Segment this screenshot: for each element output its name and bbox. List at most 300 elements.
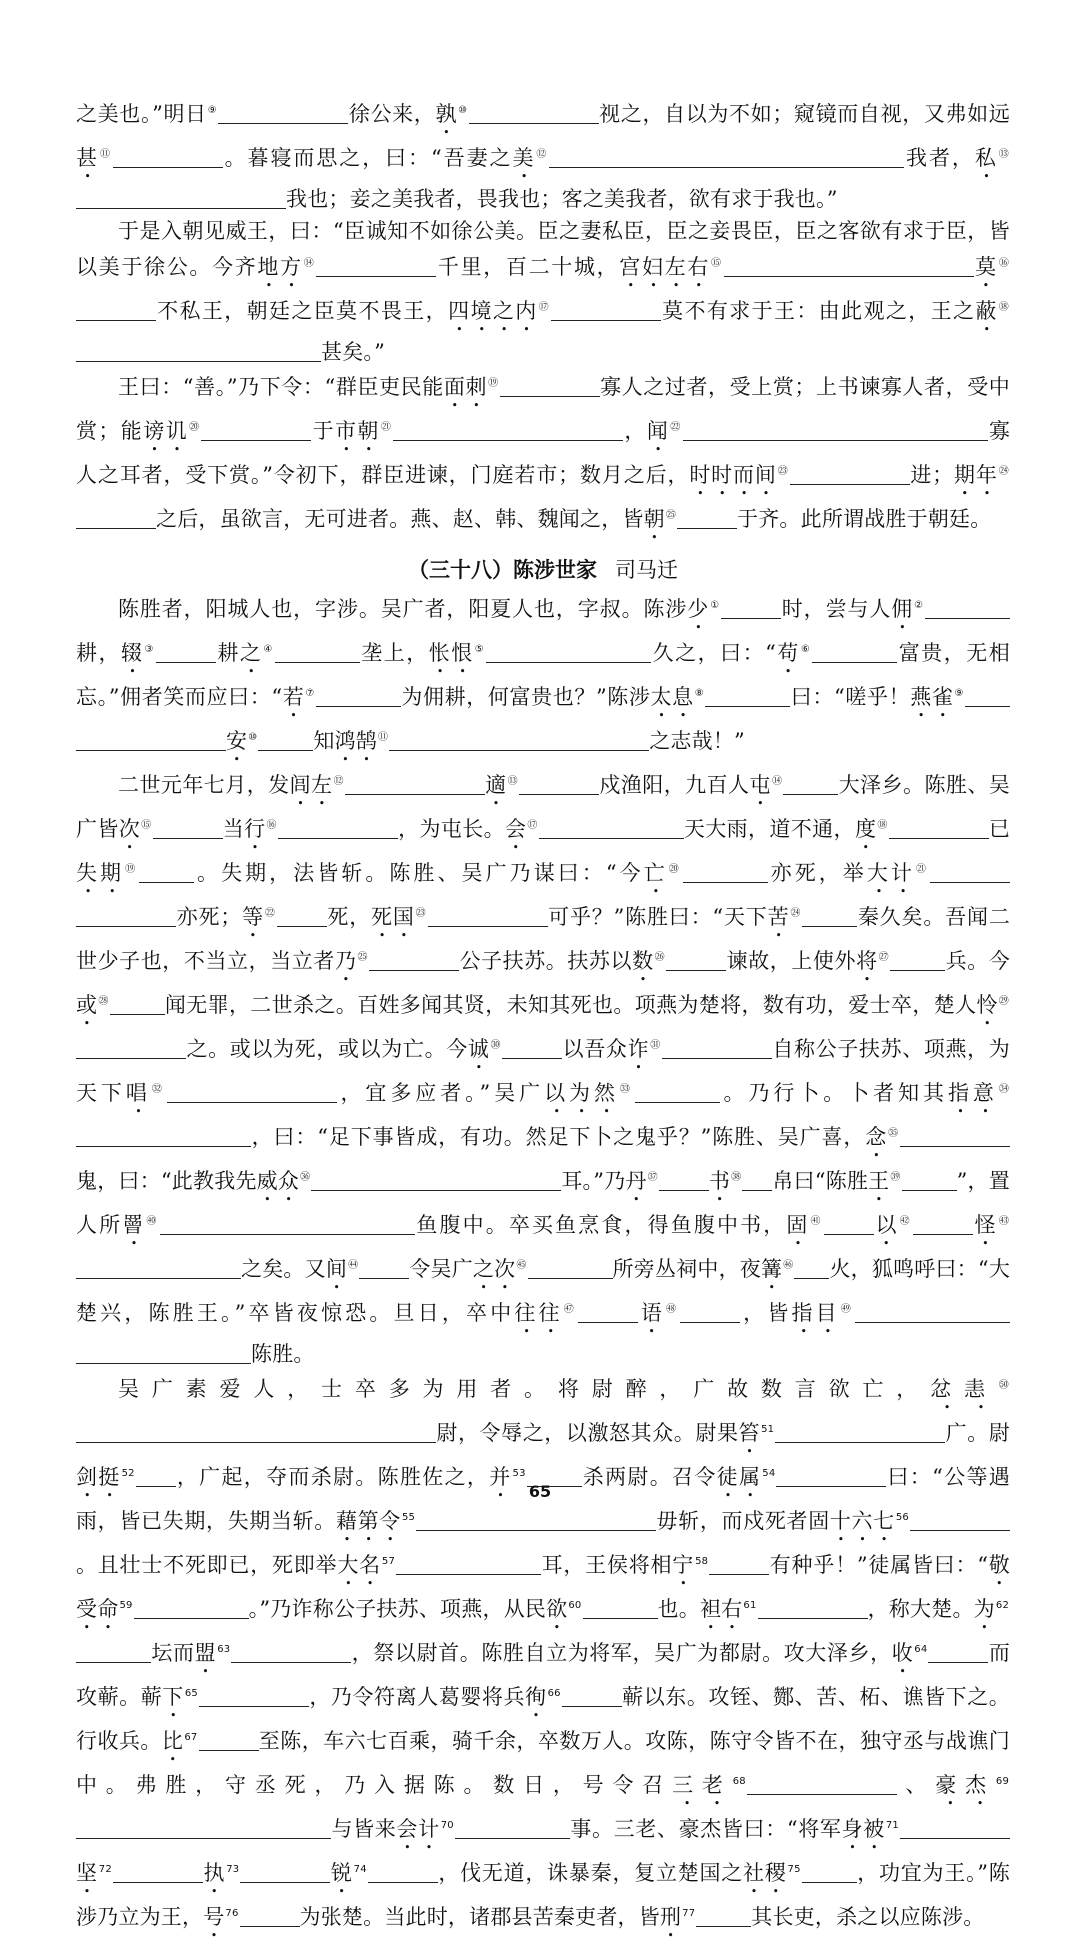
annotated-word: 若 (282, 684, 305, 709)
note-number: 74 (353, 1864, 367, 1876)
answer-blank[interactable] (900, 1818, 1010, 1839)
text-run: 陈胜者，阳城人也，字涉。吴广者，阳夏人也，字叔。陈涉 (118, 596, 688, 621)
note-number: ① (710, 599, 721, 611)
paragraph-6 (76, 1370, 1010, 1942)
annotated-word: 宫妇左右 (619, 254, 710, 279)
annotated-word: 甚 (76, 146, 99, 170)
text-run: 我也；妾之美我者，畏我也；客之美我者，欲有求于我也。” (286, 187, 838, 211)
note-number: ⑤ (474, 643, 486, 655)
annotated-word: 会计 (396, 1817, 440, 1842)
text-run: 当 (222, 816, 245, 841)
annotated-word: 社稷 (743, 1861, 787, 1886)
annotated-word: 燕雀 (910, 684, 954, 709)
answer-blank[interactable] (240, 1906, 300, 1927)
answer-blank[interactable] (76, 1642, 151, 1663)
note-number: ⑳ (189, 421, 201, 433)
text-run: 曰：“公等遇雨，皆已失期，失期当斩。 (76, 1465, 1010, 1534)
annotated-word: 收 (891, 1641, 914, 1666)
annotated-word: 语 (637, 1300, 666, 1325)
answer-blank[interactable] (139, 862, 194, 883)
answer-blank[interactable] (794, 1258, 829, 1279)
answer-blank[interactable] (240, 1862, 330, 1883)
text-run: 于是入朝见威王，曰：“臣诚知不如徐公美。臣之妻私臣，臣之妾畏臣，臣之客欲有求于臣，皆以美于徐公。今齐 (76, 219, 1010, 279)
text-run: 耳，王侯将相 (541, 1553, 673, 1578)
note-number: ㊵ (146, 1215, 159, 1227)
text-run: 陈胜。 (251, 1341, 315, 1366)
annotated-word: 之次 (472, 1256, 516, 1281)
answer-blank[interactable] (110, 994, 165, 1015)
note-number: ㊾ (840, 1303, 855, 1315)
annotated-word: 朝 (643, 506, 665, 531)
answer-blank[interactable] (783, 774, 838, 795)
answer-blank[interactable] (153, 818, 223, 839)
annotated-word: 敬受命 (76, 1553, 1010, 1622)
note-number: ⑫ (536, 149, 549, 160)
answer-blank[interactable] (747, 1774, 897, 1795)
text-run: ，皆 (740, 1300, 792, 1325)
answer-blank[interactable] (359, 1258, 409, 1279)
annotated-word: 诈 (627, 1036, 650, 1061)
note-number: ⑮ (141, 819, 152, 831)
answer-blank[interactable] (368, 1862, 438, 1883)
note-number: ㉕ (357, 951, 369, 963)
answer-blank[interactable] (802, 1862, 857, 1883)
note-number: 63 (217, 1644, 231, 1656)
answer-blank[interactable] (469, 103, 599, 124)
text-run: 进； (909, 462, 954, 487)
note-number: 77 (682, 1908, 696, 1920)
answer-blank[interactable] (913, 1214, 973, 1235)
note-number: 57 (381, 1556, 396, 1568)
answer-blank[interactable] (930, 862, 1010, 883)
note-number: ㉚ (490, 1039, 502, 1051)
annotated-word: 豪杰 (935, 1773, 995, 1798)
answer-blank[interactable] (562, 1686, 622, 1707)
answer-blank[interactable] (519, 774, 599, 795)
answer-blank[interactable] (742, 1170, 772, 1191)
note-number: 68 (732, 1776, 746, 1788)
answer-blank[interactable] (76, 508, 156, 529)
note-number: ㉖ (654, 951, 666, 963)
annotated-word: 王 (868, 1168, 890, 1193)
annotated-word: 诚 (467, 1036, 490, 1061)
answer-blank[interactable] (812, 642, 897, 663)
note-number: ⑯ (266, 819, 277, 831)
annotated-word: 少 (687, 596, 710, 621)
annotated-word: 藉第令 (335, 1509, 401, 1534)
text-run: 有种乎！”徒属皆曰：“ (769, 1553, 989, 1578)
note-number: ㉜ (151, 1083, 166, 1095)
answer-blank[interactable] (502, 1038, 562, 1059)
answer-blank[interactable] (824, 1214, 874, 1235)
text-run: 亦死，举 (767, 860, 867, 885)
text-run: 可乎？”陈胜曰：“天下 (547, 904, 768, 929)
note-number: ㊹ (348, 1259, 359, 1271)
text-run: 之矣。又 (241, 1256, 326, 1281)
annotated-word: 会 (504, 816, 527, 841)
annotated-word: 四境之内 (448, 298, 538, 323)
answer-blank[interactable] (345, 774, 485, 795)
note-number: ㉔ (998, 465, 1009, 477)
text-run: 垄上， (359, 640, 429, 665)
note-number: ㉘ (98, 995, 109, 1007)
text-run: 尉，令辱之，以激怒其众。尉果 (436, 1421, 739, 1446)
note-number: 75 (787, 1864, 801, 1876)
text-run: 吴广素爱人，士卒多为用者。将尉醉，广故数言欲亡， (118, 1377, 931, 1402)
answer-blank[interactable] (76, 1422, 436, 1443)
answer-blank[interactable] (551, 300, 661, 321)
answer-blank[interactable] (167, 1082, 337, 1103)
answer-blank[interactable] (910, 1510, 1010, 1531)
text-run: 。”乃诈称公子扶苏、项燕，从民 (248, 1597, 547, 1622)
text-run: 而攻蕲。蕲 (76, 1641, 1011, 1710)
text-run: 闻无罪，二世杀之。百姓多闻其贤，未知其死也。项燕为楚将，数有功，爱士卒，楚人 (164, 992, 977, 1017)
text-run: 、 (896, 1773, 936, 1798)
answer-blank[interactable] (539, 818, 684, 839)
answer-blank[interactable] (666, 950, 726, 971)
answer-blank[interactable] (790, 464, 910, 485)
answer-blank[interactable] (134, 1598, 249, 1619)
text-run: 蕲以东。攻铚、酂、苦、柘、谯皆下之。行收兵。 (76, 1685, 1010, 1754)
note-number: ㊺ (516, 1259, 527, 1271)
answer-blank[interactable] (758, 1598, 868, 1619)
annotated-word: 鸿鹄 (334, 728, 377, 753)
answer-blank[interactable] (218, 103, 348, 124)
note-number: ⑨ (954, 687, 965, 699)
text-run: 也。 (657, 1597, 700, 1622)
answer-blank[interactable] (890, 950, 945, 971)
answer-blank[interactable] (889, 818, 944, 839)
note-number: ⑲ (488, 377, 499, 389)
answer-blank[interactable] (199, 1686, 309, 1707)
text-run: 二世元年七月，发 (118, 772, 290, 797)
answer-blank[interactable] (680, 1302, 740, 1323)
annotated-word: 佣 (891, 596, 914, 621)
note-number: ⑦ (305, 687, 315, 699)
note-number: 53 (512, 1468, 526, 1480)
text-run: 公子扶苏。扶苏以 (459, 948, 633, 973)
note-number: ⑯ (998, 257, 1010, 269)
text-run: 于齐。此所谓战胜于朝廷。 (737, 506, 992, 531)
text-run: 事。三老、豪杰皆曰：“将军 (569, 1817, 842, 1842)
answer-blank[interactable] (76, 188, 136, 209)
text-run: 莫不有求于王：由此观之，王之 (660, 298, 976, 323)
text-run: 。失期，法皆斩。陈胜、吴广乃谋曰：“今 (194, 860, 644, 885)
annotated-word: 莫 (973, 254, 998, 279)
note-number: 61 (743, 1600, 757, 1612)
answer-blank[interactable] (965, 686, 1010, 707)
text-run: 时，尝与人 (781, 596, 892, 621)
answer-blank[interactable] (76, 1343, 251, 1364)
answer-blank[interactable] (802, 906, 857, 927)
answer-blank[interactable] (76, 1126, 251, 1147)
text-run: 火，狐鸣呼曰：“大楚兴，陈胜王。”卒皆夜惊恐。旦日，卒中 (76, 1256, 1011, 1325)
answer-blank[interactable] (944, 818, 989, 839)
annotated-word: 号 (203, 1905, 225, 1930)
annotated-word: 等 (241, 904, 264, 929)
answer-blank[interactable] (902, 1170, 957, 1191)
answer-blank[interactable] (201, 420, 311, 441)
text-run: ，宜多应者。”吴广 (336, 1080, 545, 1105)
answer-blank[interactable] (578, 1302, 638, 1323)
note-number: 76 (225, 1908, 239, 1920)
text-run: 与皆来 (331, 1817, 397, 1842)
text-run: 其长吏，杀之以应陈涉。 (751, 1905, 985, 1930)
note-number: 64 (914, 1644, 928, 1656)
annotated-word: 忿恚 (930, 1377, 998, 1402)
paragraph-3 (76, 368, 1010, 544)
note-number: 70 (440, 1820, 454, 1832)
annotated-word: 十六七 (829, 1509, 895, 1534)
answer-blank[interactable] (258, 730, 313, 751)
answer-blank[interactable] (136, 188, 286, 209)
answer-blank[interactable] (199, 1730, 259, 1751)
note-number: 62 (995, 1600, 1010, 1612)
annotated-word: 往往 (514, 1300, 563, 1325)
note-number: 55 (401, 1512, 416, 1524)
note-number: ㊶ (810, 1215, 823, 1227)
answer-blank[interactable] (635, 1082, 720, 1103)
annotated-word: 三老 (672, 1773, 732, 1798)
text-run: ，广起，夺而杀尉。陈胜佐之， (175, 1465, 490, 1490)
text-run: 毋斩，而戍死者固 (656, 1509, 830, 1534)
note-number: ㉒ (670, 421, 682, 433)
text-run: 于 (311, 418, 336, 443)
answer-blank[interactable] (113, 147, 223, 168)
section-author: 司马迁 (615, 557, 678, 582)
note-number: ㊿ (998, 1380, 1009, 1392)
note-number: ② (914, 599, 925, 611)
annotated-word: 市朝 (335, 418, 380, 443)
annotated-word: 唱 (125, 1080, 151, 1105)
note-number: ㊼ (563, 1303, 577, 1315)
annotated-word: 将 (856, 948, 878, 973)
note-number: ㊻ (783, 1259, 794, 1271)
annotated-word: 面刺 (443, 374, 488, 399)
paragraph-5 (76, 766, 1010, 1370)
note-number: 72 (98, 1864, 112, 1876)
note-number: ⑪ (377, 731, 389, 743)
annotated-word: 或 (76, 992, 98, 1017)
note-number: ⑭ (771, 775, 783, 787)
note-number: ㉕ (665, 509, 677, 521)
note-number: ㊳ (731, 1171, 742, 1183)
text-run: 王曰：“善。”乃下令：“群臣吏民能 (118, 374, 444, 399)
answer-blank[interactable] (369, 950, 459, 971)
answer-blank[interactable] (76, 1818, 331, 1839)
note-number: ⑰ (538, 301, 550, 313)
answer-blank[interactable] (486, 642, 651, 663)
annotated-word: 念 (865, 1124, 888, 1149)
text-run: 秦久矣。吾闻二世少子也，不当立，当立者 (76, 904, 1011, 973)
answer-blank[interactable] (316, 256, 436, 277)
annotated-word: 苦 (767, 904, 790, 929)
text-run: 。且壮士不死即已，死即举 (76, 1553, 338, 1578)
note-number: ㉑ (380, 421, 393, 433)
note-number: ⑱ (998, 301, 1009, 313)
note-number: ㊲ (647, 1171, 658, 1183)
annotated-word: 为 (973, 1597, 995, 1622)
note-number: ⑮ (711, 257, 723, 269)
answer-blank[interactable] (76, 341, 321, 362)
answer-blank[interactable] (76, 1038, 186, 1059)
answer-blank[interactable] (528, 1258, 613, 1279)
answer-blank[interactable] (683, 420, 988, 441)
note-number: 69 (995, 1776, 1010, 1788)
annotated-word: 適 (484, 772, 507, 797)
text-run: 死， (326, 904, 372, 929)
annotated-word: 怅恨 (428, 640, 474, 665)
answer-blank[interactable] (662, 1038, 772, 1059)
answer-blank[interactable] (76, 300, 156, 321)
answer-blank[interactable] (696, 1906, 751, 1927)
answer-blank[interactable] (925, 598, 1010, 619)
note-number: ㉔ (790, 907, 802, 919)
text-run: 寡人之耳者，受下赏。”令初下，群臣进谏，门庭若市；数月之后， (76, 418, 1011, 487)
answer-blank[interactable] (113, 1862, 203, 1883)
annotated-word: 谤讥 (143, 418, 188, 443)
annotated-word: 指目 (791, 1300, 840, 1325)
text-run: 亦死； (176, 904, 242, 929)
note-number: ㉟ (888, 1127, 899, 1139)
answer-blank[interactable] (928, 1642, 988, 1663)
answer-blank[interactable] (76, 730, 226, 751)
answer-blank[interactable] (677, 508, 737, 529)
text-run: 千里，百二十城， (436, 254, 620, 279)
text-run: 耕 (216, 640, 240, 665)
annotated-word: 苟 (776, 640, 800, 665)
note-number: ⑪ (99, 149, 112, 160)
answer-blank[interactable] (416, 1510, 506, 1531)
note-number: ㊽ (666, 1303, 680, 1315)
annotated-word: 大计 (866, 860, 915, 885)
annotated-word: 比 (161, 1729, 184, 1754)
answer-blank[interactable] (316, 686, 401, 707)
note-number: ⑱ (877, 819, 888, 831)
annotated-word: 指意 (947, 1080, 998, 1105)
note-number: 73 (226, 1864, 240, 1876)
text-run: ，曰：“足下事皆成，有功。然足下卜之鬼乎？”陈胜、吴广喜， (251, 1124, 866, 1149)
answer-blank[interactable] (775, 1422, 945, 1443)
text-run: 鬼，曰：“此教我先 (76, 1168, 257, 1193)
answer-blank[interactable] (855, 1302, 1010, 1323)
note-number: ㉞ (998, 1083, 1010, 1095)
answer-blank[interactable] (275, 642, 360, 663)
answer-blank[interactable] (659, 1170, 709, 1191)
text-run: 曰：“嗟乎！ (790, 684, 911, 709)
text-run: 至陈，车六七百乘，骑千余，卒数万人。攻陈，陈守令皆不在，独守丞与战谯门中。弗胜，守丞死，乃入据陈。数日，号令召 (76, 1729, 1010, 1798)
annotated-word: 闾左 (289, 772, 333, 797)
note-number: ⑳ (668, 863, 682, 875)
text-run: 不私王，朝廷之臣莫不畏王， (156, 298, 449, 323)
annotated-word: 坚 (76, 1861, 98, 1886)
annotated-word: 辍 (121, 640, 144, 665)
annotated-word: 丹 (625, 1168, 647, 1193)
note-number: ⑬ (507, 775, 519, 787)
text-run: 久之，曰：“ (651, 640, 777, 665)
answer-blank[interactable] (455, 1818, 570, 1839)
note-number: ③ (144, 643, 156, 655)
note-number: ⑫ (333, 775, 344, 787)
annotated-word: 并 (489, 1465, 512, 1490)
text-run: ，伐无道，诛暴秦，复立楚国之 (437, 1861, 744, 1886)
answer-blank[interactable] (156, 642, 216, 663)
answer-blank[interactable] (683, 862, 768, 883)
note-number: 59 (119, 1600, 133, 1612)
answer-blank[interactable] (160, 1214, 415, 1235)
answer-blank[interactable] (721, 598, 781, 619)
note-number: ㊸ (998, 1215, 1010, 1227)
text-run: 。暮寝而思之，曰：“吾妻之 (222, 146, 513, 170)
answer-blank[interactable] (278, 818, 398, 839)
text-run: 自称公子扶苏、项燕，为天下 (76, 1036, 1011, 1105)
text-run: 坛而 (151, 1641, 195, 1666)
text-run: 寡人之过者，受上赏；上书谏寡人者，受中赏；能 (76, 374, 1011, 443)
annotated-word: 以为然 (544, 1080, 619, 1105)
note-number: ⑩ (458, 105, 468, 116)
annotated-word: 间 (325, 1256, 348, 1281)
answer-blank[interactable] (583, 1598, 658, 1619)
text-run: 以吾众 (562, 1036, 628, 1061)
annotated-word: 行 (244, 816, 266, 841)
answer-blank[interactable] (393, 420, 623, 441)
answer-blank[interactable] (76, 906, 176, 927)
annotated-word: 剑挺 (76, 1465, 121, 1490)
text-run: 之志哉！” (649, 728, 745, 753)
annotated-word: 大名 (337, 1553, 381, 1578)
annotated-word: 怪 (972, 1212, 998, 1237)
answer-blank[interactable] (506, 1510, 656, 1531)
note-number: ㊷ (899, 1215, 912, 1227)
answer-blank[interactable] (76, 1258, 241, 1279)
answer-blank[interactable] (231, 1642, 351, 1663)
text-run: 视之，自以为不如；窥镜而自视，又弗如远 (598, 102, 1011, 126)
text-run: 所旁丛祠中，夜 (612, 1256, 761, 1281)
answer-blank[interactable] (277, 906, 327, 927)
note-number: 60 (568, 1600, 582, 1612)
text-run: ，祭以尉首。陈胜自立为将军，吴广为都尉。攻大泽乡， (351, 1641, 892, 1666)
text-run: ”，置人所 (76, 1168, 1010, 1237)
annotated-word: 蔽 (975, 298, 998, 323)
note-number: 67 (184, 1732, 198, 1744)
answer-blank[interactable] (311, 1170, 561, 1191)
note-number: ㉛ (650, 1039, 661, 1051)
text-run: 耕， (76, 640, 122, 665)
annotated-word: 怜 (976, 992, 998, 1017)
text-run: 知 (313, 728, 335, 753)
answer-blank[interactable] (549, 147, 904, 168)
text-run: 谏故，上使外 (726, 948, 857, 973)
note-number: ⑨ (207, 105, 218, 116)
text-run: 甚矣。” (321, 339, 386, 364)
answer-blank[interactable] (724, 256, 974, 277)
annotated-word: 闻 (646, 418, 670, 443)
note-number: 71 (885, 1820, 899, 1832)
note-number: ㊱ (300, 1171, 311, 1183)
note-number: 54 (762, 1468, 776, 1480)
answer-blank[interactable] (705, 686, 790, 707)
answer-blank[interactable] (389, 730, 649, 751)
answer-blank[interactable] (428, 906, 548, 927)
text-run: 已 (988, 816, 1011, 841)
text-run: 为佣耕，何富贵也？”陈涉 (400, 684, 651, 709)
annotated-word: 以 (873, 1212, 899, 1237)
text-run: 之美也。”明日 (76, 102, 207, 126)
text-run: 富贵，无相忘。”佣者笑而应曰：“ (76, 640, 1010, 709)
answer-blank[interactable] (900, 1126, 1010, 1147)
answer-blank[interactable] (500, 376, 600, 397)
note-number: ⑭ (303, 257, 316, 269)
